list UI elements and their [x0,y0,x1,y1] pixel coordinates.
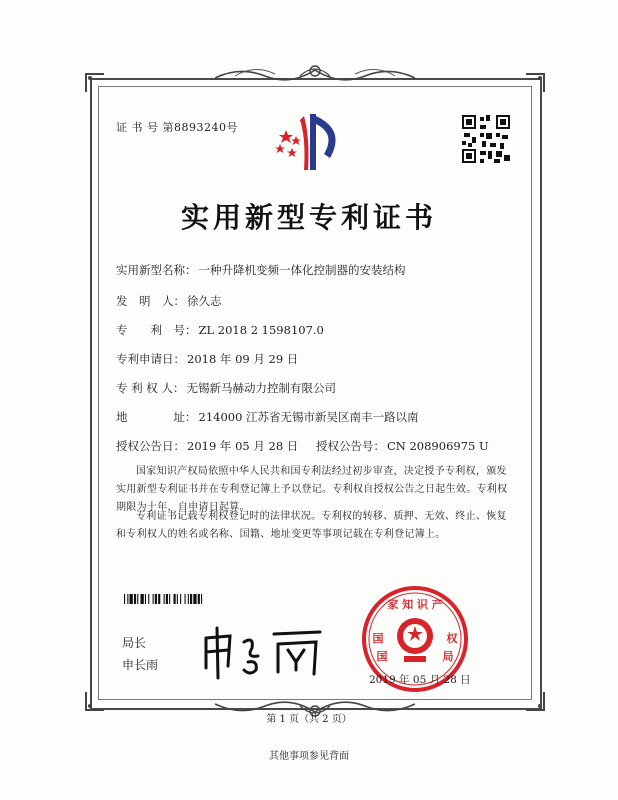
svg-text:国: 国 [372,632,384,645]
field-value: 214000 江苏省无锡市新吴区南丰一路以南 [198,410,419,424]
seal-date: 2019 年 05 月 28 日 [369,674,471,686]
corner-ornament-br [524,690,546,712]
page-number: 第 1 页（共 2 页） [266,714,352,725]
svg-text:局: 局 [442,650,454,663]
patent-office-emblem-icon [266,108,356,178]
field-value: 2019 年 05 月 28 日 [187,439,299,453]
field-label: 实用新型名称： [116,263,197,277]
field-label: 授权公告号： [315,439,385,453]
field-label: 专 利 号： [116,323,197,337]
field-value: CN 208906975 U [386,439,489,453]
field-value: 2018 年 09 月 29 日 [187,352,299,366]
field-patent-number [116,322,324,338]
field-value: 一种升降机变频一体化控制器的安装结构 [198,263,406,277]
field-value: ZL 2018 2 1598107.0 [198,323,324,337]
field-grant-dates [116,438,489,454]
field-label: 授权公告日： [116,439,185,453]
field-value: 无锡新马赫动力控制有限公司 [186,381,336,395]
certificate-title: 实用新型专利证书 [180,201,437,234]
director-name: 申长雨 [122,658,159,672]
svg-text:国: 国 [376,650,388,663]
qr-code-icon [460,113,512,165]
field-address [116,409,419,425]
barcode-icon [124,594,260,604]
statement-paragraph: 国家知识产权局依照中华人民共和国专利法经过初步审查，决定授予专利权，颁发实用新型专利证书并在专利登记簿上予以登记。专利权自授权公告之日起生效。专利权期限为十年，自申请日起算。 [116,466,508,513]
director-signature-icon [196,620,326,680]
field-inventor [116,293,222,309]
footer-note: 其他事项参见背面 [269,751,349,762]
director-title: 局长 [122,636,147,650]
field-value: 徐久志 [187,294,222,308]
field-patentee [116,380,336,396]
svg-text:家 知 识 产: 家 知 识 产 [387,598,443,611]
field-filing-date [116,351,298,367]
corner-ornament-tl [84,72,106,94]
corner-ornament-bl [84,690,106,712]
field-label: 专 利 权 人： [116,381,185,395]
top-ornament [215,62,415,86]
field-utility-model-name [116,262,406,278]
certificate-number: 证 书 号 第8893240号 [116,121,238,134]
field-label: 专利申请日： [116,352,185,366]
field-label: 地 址： [116,410,197,424]
corner-ornament-tr [524,72,546,94]
field-label: 发 明 人： [116,294,185,308]
svg-text:权: 权 [446,632,458,645]
statement-paragraph: 专利证书记载专利权登记时的法律状况。专利权的转移、质押、无效、终止、恢复和专利权人的姓名或名称、国籍、地址变更等事项记载在专利登记簿上。 [116,511,507,540]
